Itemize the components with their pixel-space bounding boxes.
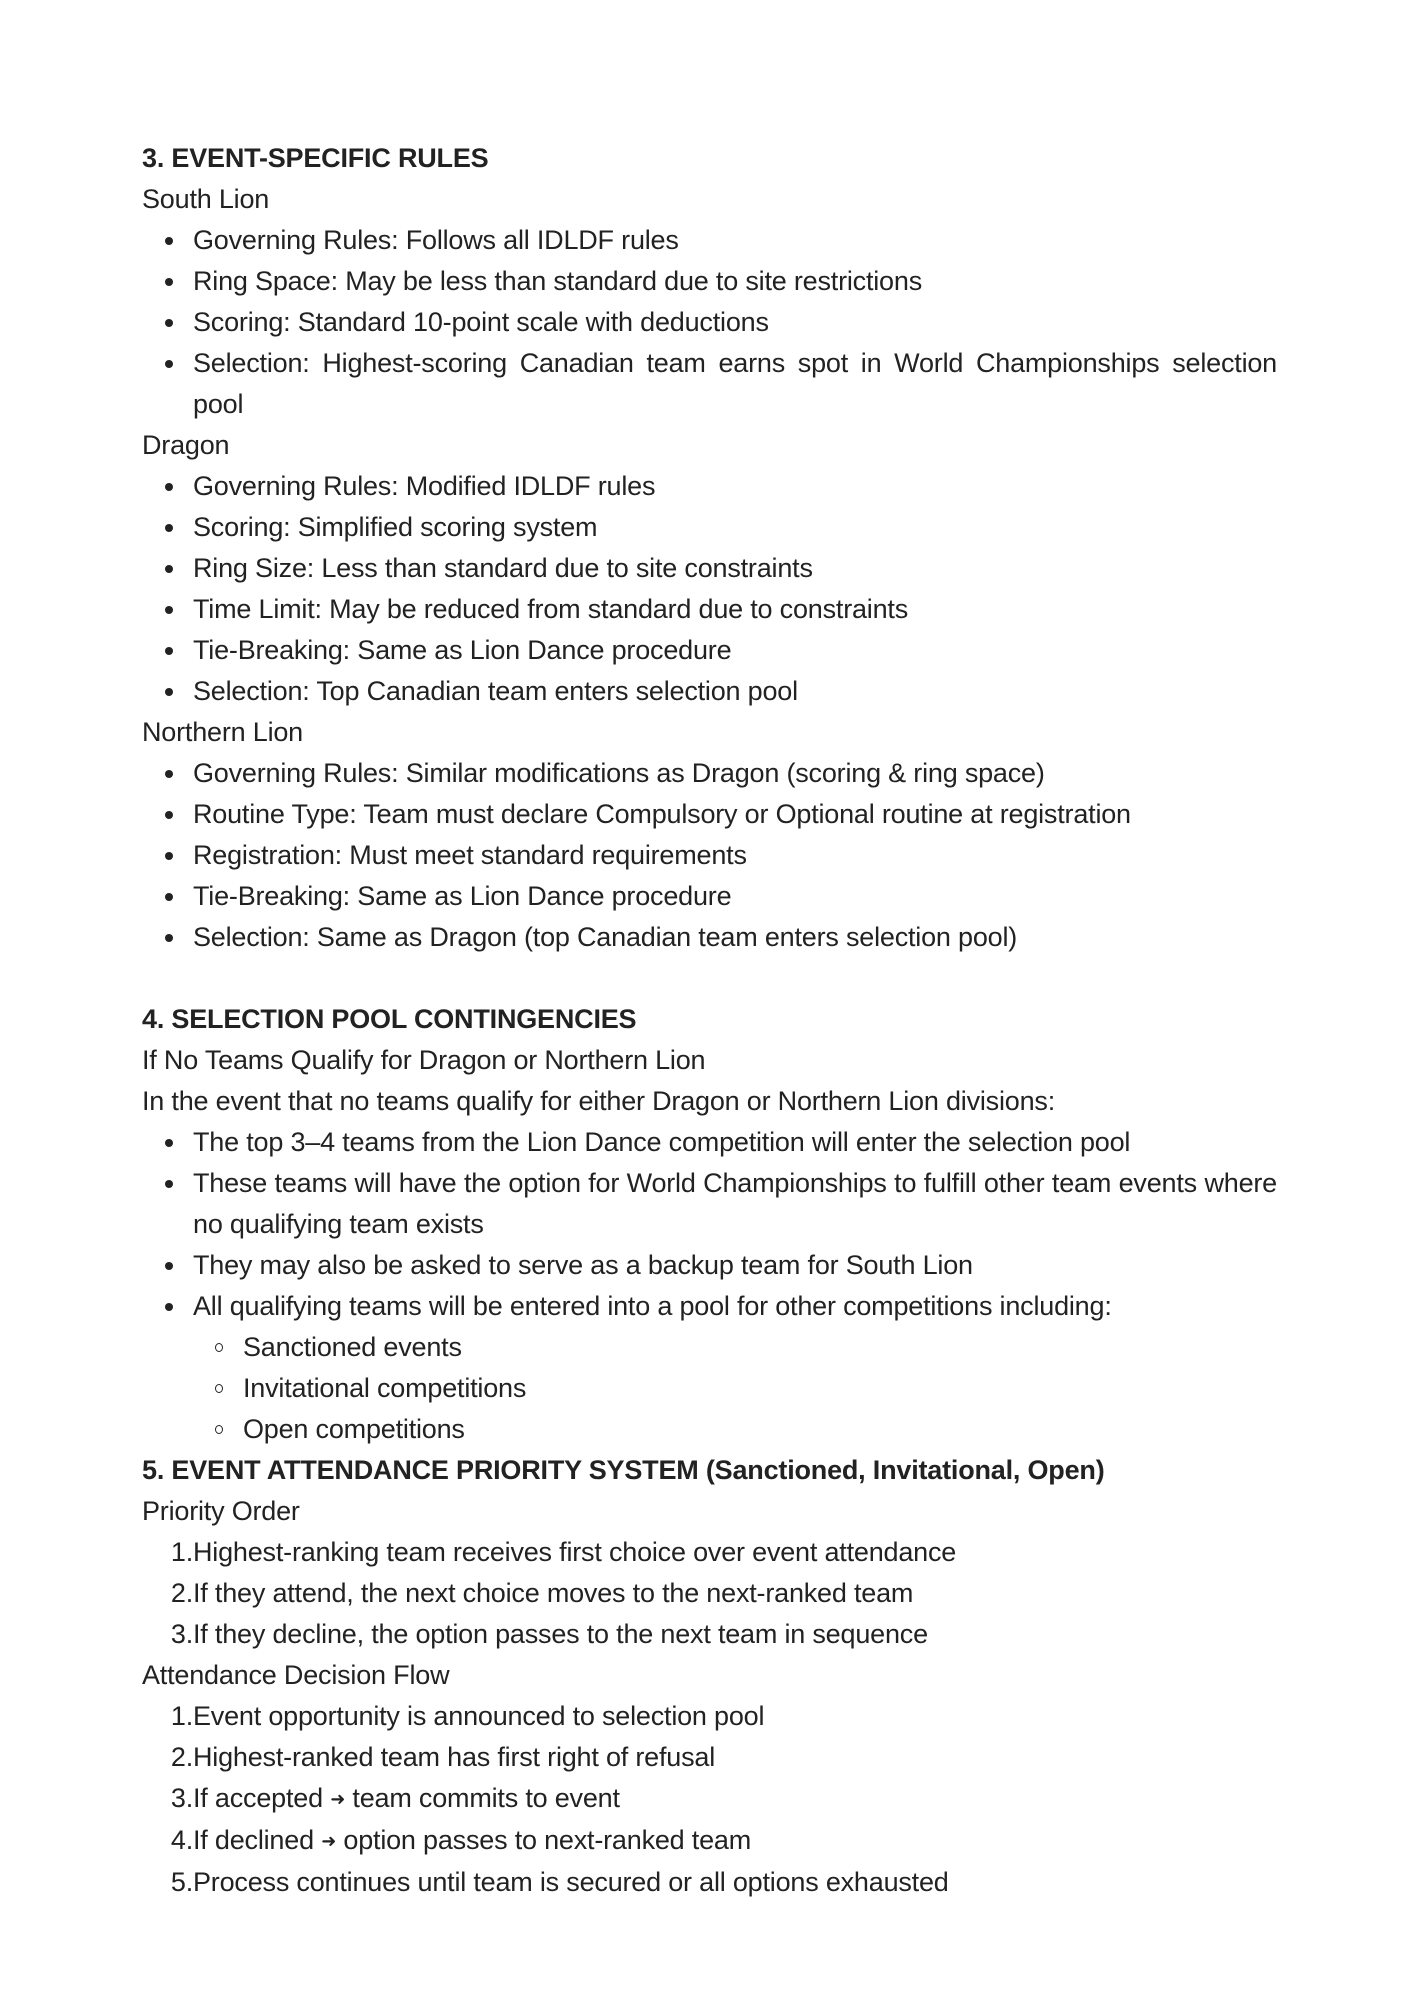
list-item: Routine Type: Team must declare Compulsory or Optional routine at registration [142, 794, 1277, 835]
dragon-label: Dragon [142, 430, 230, 460]
list-item: Ring Space: May be less than standard due to site restrictions [142, 261, 1277, 302]
right-arrow-icon: ➜ [330, 1789, 346, 1809]
item-number: 4. [170, 1825, 193, 1855]
list-item: The top 3–4 teams from the Lion Dance competition will enter the selection pool [142, 1122, 1277, 1163]
list-item: Time Limit: May be reduced from standard due to constraints [142, 589, 1277, 630]
item-number: 3. [170, 1783, 193, 1813]
sub-list-item: Sanctioned events [142, 1327, 1277, 1368]
south-lion-label: South Lion [142, 184, 270, 214]
item-text: Event opportunity is announced to selection pool [193, 1701, 765, 1731]
list-item: All qualifying teams will be entered into a pool for other competitions including: [142, 1286, 1277, 1327]
decision-flow-list [142, 1696, 1277, 1903]
document-page [142, 138, 1277, 1903]
list-item: Selection: Highest-scoring Canadian team earns spot in World Championships selection pool [142, 343, 1277, 425]
section-spacer [142, 958, 1277, 999]
list-item: Selection: Same as Dragon (top Canadian team enters selection pool) [142, 917, 1277, 958]
numbered-item [142, 1862, 1277, 1903]
numbered-item [142, 1737, 1277, 1778]
list-item: Scoring: Simplified scoring system [142, 507, 1277, 548]
item-number: 5. [170, 1867, 193, 1897]
item-text [193, 1820, 751, 1862]
item-number: 3. [170, 1619, 193, 1649]
item-text-pre: If declined [193, 1825, 322, 1855]
right-arrow-icon: ➜ [321, 1831, 337, 1851]
numbered-item [142, 1573, 1277, 1614]
item-text [193, 1778, 620, 1820]
decision-flow-label: Attendance Decision Flow [142, 1660, 450, 1690]
section-4-heading: 4. SELECTION POOL CONTINGENCIES [142, 1004, 637, 1034]
item-number: 1. [170, 1537, 193, 1567]
contingency-list [142, 1122, 1277, 1327]
priority-order-list [142, 1532, 1277, 1655]
list-item: They may also be asked to serve as a backup team for South Lion [142, 1245, 1277, 1286]
item-text: Highest-ranked team has first right of refusal [193, 1742, 716, 1772]
list-item: Ring Size: Less than standard due to site constraints [142, 548, 1277, 589]
list-item: Scoring: Standard 10-point scale with deductions [142, 302, 1277, 343]
list-item: These teams will have the option for World Championships to fulfill other team events where no qualifying team exists [142, 1163, 1277, 1245]
contingency-intro: In the event that no teams qualify for either Dragon or Northern Lion divisions: [142, 1086, 1056, 1116]
sub-list-item: Invitational competitions [142, 1368, 1277, 1409]
priority-order-label: Priority Order [142, 1496, 300, 1526]
list-item: Tie-Breaking: Same as Lion Dance procedure [142, 876, 1277, 917]
list-item: Governing Rules: Modified IDLDF rules [142, 466, 1277, 507]
item-number: 2. [170, 1742, 193, 1772]
numbered-item [142, 1778, 1277, 1820]
numbered-item [142, 1820, 1277, 1862]
list-item: Tie-Breaking: Same as Lion Dance procedure [142, 630, 1277, 671]
item-number: 2. [170, 1578, 193, 1608]
section-5-heading: 5. EVENT ATTENDANCE PRIORITY SYSTEM (Sanctioned, Invitational, Open) [142, 1455, 1105, 1485]
item-text: If they decline, the option passes to the next team in sequence [193, 1619, 928, 1649]
competition-types-list [142, 1327, 1277, 1450]
northern-lion-label: Northern Lion [142, 717, 303, 747]
item-text: Process continues until team is secured or all options exhausted [193, 1867, 949, 1897]
item-text-pre: If accepted [193, 1783, 331, 1813]
item-text-post: option passes to next-ranked team [336, 1825, 752, 1855]
northern-lion-list [142, 753, 1277, 958]
section-3-heading: 3. EVENT-SPECIFIC RULES [142, 143, 489, 173]
item-text: Highest-ranking team receives first choice over event attendance [193, 1537, 957, 1567]
south-lion-list [142, 220, 1277, 425]
list-item: Governing Rules: Follows all IDLDF rules [142, 220, 1277, 261]
numbered-item [142, 1614, 1277, 1655]
list-item: Governing Rules: Similar modifications as Dragon (scoring & ring space) [142, 753, 1277, 794]
item-text: If they attend, the next choice moves to the next-ranked team [193, 1578, 914, 1608]
contingency-subtitle: If No Teams Qualify for Dragon or Northern Lion [142, 1045, 706, 1075]
sub-list-item: Open competitions [142, 1409, 1277, 1450]
list-item: Registration: Must meet standard requirements [142, 835, 1277, 876]
dragon-list [142, 466, 1277, 712]
numbered-item [142, 1696, 1277, 1737]
item-text-post: team commits to event [345, 1783, 620, 1813]
item-number: 1. [170, 1701, 193, 1731]
list-item: Selection: Top Canadian team enters selection pool [142, 671, 1277, 712]
numbered-item [142, 1532, 1277, 1573]
